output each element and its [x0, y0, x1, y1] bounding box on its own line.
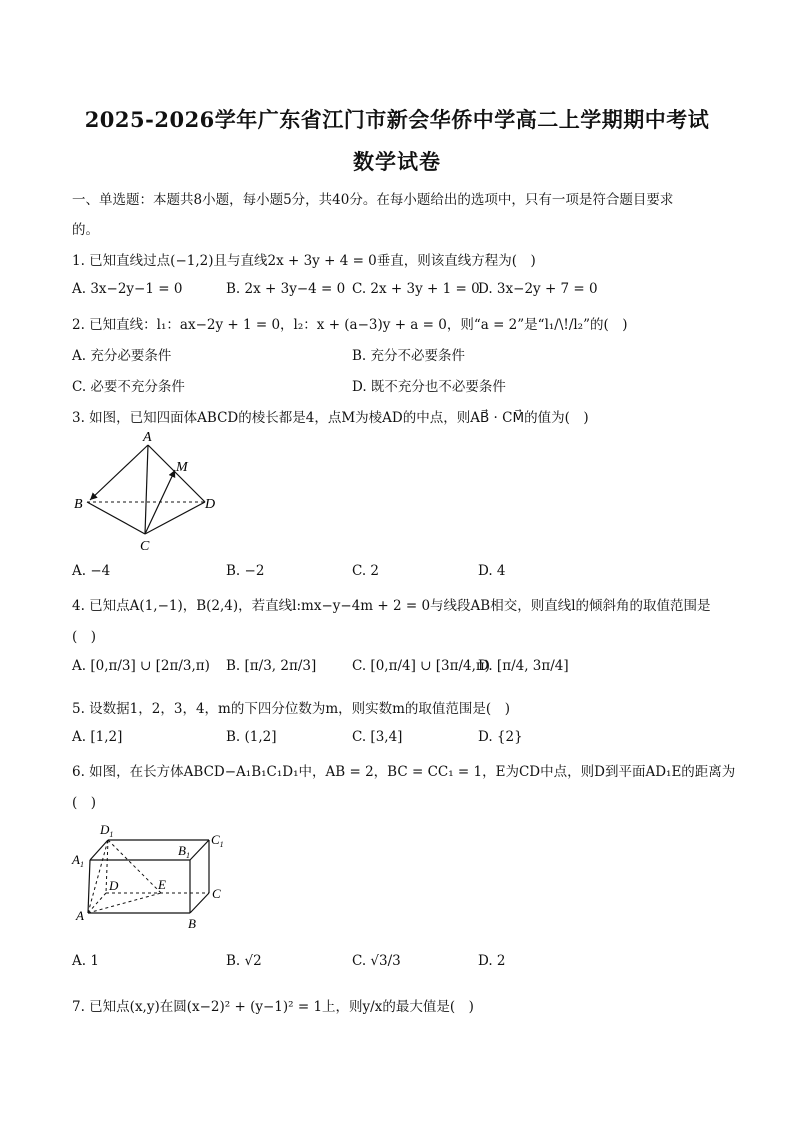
- q5-option-a: A. [1,2]: [72, 729, 123, 745]
- label-d1: $D_1$: [100, 822, 114, 839]
- edge-ad-hidden: [88, 893, 106, 913]
- question-1-stem: 1. 已知直线过点(−1,2)且与直线2x + 3y + 4 = 0垂直，则该直线方程为( ): [72, 253, 536, 269]
- q2-option-b: B. 充分不必要条件: [352, 348, 466, 364]
- vector-ab: [90, 445, 148, 500]
- label-a: A: [76, 908, 84, 923]
- edge-bc: [190, 893, 209, 913]
- section-heading-cont: 的。: [72, 222, 99, 238]
- label-b: B: [188, 916, 196, 931]
- q2-option-a: A. 充分必要条件: [72, 348, 172, 364]
- label-e: E: [158, 877, 166, 892]
- q4-option-b: B. [π/3, 2π/3]: [226, 658, 317, 674]
- q6-option-d: D. 2: [478, 953, 506, 969]
- q4-option-c: C. [0,π/4] ∪ [3π/4,π): [352, 658, 491, 674]
- question-3-stem: 3. 如图，已知四面体ABCD的棱长都是4，点M为棱AD的中点，则AB⃗ · CM⃗的值为( ): [72, 410, 589, 426]
- edge-b1c1: [190, 840, 209, 860]
- q3-option-d: D. 4: [478, 563, 506, 579]
- label-c1: $C_1$: [211, 832, 224, 849]
- question-4-stem: 4. 已知点A(1,−1)，B(2,4)，若直线l:mx−y−4m + 2 = 0与线段AB相交，则直线l的倾斜角的取值范围是: [72, 598, 711, 614]
- q1-option-c: C. 2x + 3y + 1 = 0: [352, 281, 480, 297]
- label-b1: $B_1$: [178, 843, 190, 860]
- q3-option-c: C. 2: [352, 563, 380, 579]
- q5-option-c: C. [3,4]: [352, 729, 403, 745]
- segment-ae: [88, 893, 161, 913]
- question-7-stem: 7. 已知点(x,y)在圆(x−2)² + (y−1)² = 1上，则y/x的最大值是( ): [72, 999, 474, 1015]
- label-b: B: [74, 497, 83, 512]
- question-5-stem: 5. 设数据1，2，3，4，m的下四分位数为m，则实数m的取值范围是( ): [72, 701, 510, 717]
- label-c: C: [140, 539, 150, 552]
- edge-bc: [87, 502, 145, 534]
- edge-ac: [145, 445, 148, 534]
- question-4-stem-cont: ( ): [72, 629, 97, 645]
- q4-option-a: A. [0,π/3] ∪ [2π/3,π): [72, 658, 210, 674]
- question-6-stem-cont: ( ): [72, 795, 97, 811]
- label-m: M: [176, 460, 188, 475]
- label-c: C: [212, 886, 221, 901]
- section-heading: 一、单选题：本题共8小题，每小题5分，共40分。在每小题给出的选项中，只有一项是符合题目要求: [72, 192, 674, 208]
- tetrahedron-figure: [70, 428, 230, 552]
- q1-option-b: B. 2x + 3y−4 = 0: [226, 281, 346, 297]
- q6-option-a: A. 1: [72, 953, 99, 969]
- q6-option-b: B. √2: [226, 953, 262, 969]
- q2-option-d: D. 既不充分也不必要条件: [352, 379, 506, 395]
- label-a: A: [143, 430, 152, 445]
- q6-option-c: C. √3/3: [352, 953, 401, 969]
- q2-option-c: C. 必要不充分条件: [72, 379, 185, 395]
- question-6-stem: 6. 如图，在长方体ABCD−A₁B₁C₁D₁中，AB = 2，BC = CC₁ = 1，E为CD中点，则D到平面AD₁E的距离为: [72, 764, 736, 780]
- exam-title: 2025-2026学年广东省江门市新会华侨中学高二上学期期中考试: [84, 107, 710, 132]
- cuboid-figure: [68, 820, 238, 936]
- label-a1: $A_1$: [72, 852, 84, 869]
- q1-option-a: A. 3x−2y−1 = 0: [72, 281, 183, 297]
- q1-option-d: D. 3x−2y + 7 = 0: [478, 281, 598, 297]
- edge-cd: [145, 502, 205, 534]
- q5-option-b: B. (1,2]: [226, 729, 277, 745]
- q3-option-a: A. −4: [72, 563, 111, 579]
- q4-option-d: D. [π/4, 3π/4]: [478, 658, 569, 674]
- question-2-stem: 2. 已知直线：l₁：ax−2y + 1 = 0，l₂：x + (a−3)y + a = 0，则“a = 2”是“l₁/\!/l₂”的( ): [72, 317, 628, 333]
- exam-subtitle: 数学试卷: [353, 149, 441, 174]
- label-d: D: [109, 878, 119, 893]
- label-d: D: [205, 497, 216, 512]
- q5-option-d: D. {2}: [478, 729, 523, 745]
- q3-option-b: B. −2: [226, 563, 265, 579]
- edge-a1d1: [90, 840, 108, 860]
